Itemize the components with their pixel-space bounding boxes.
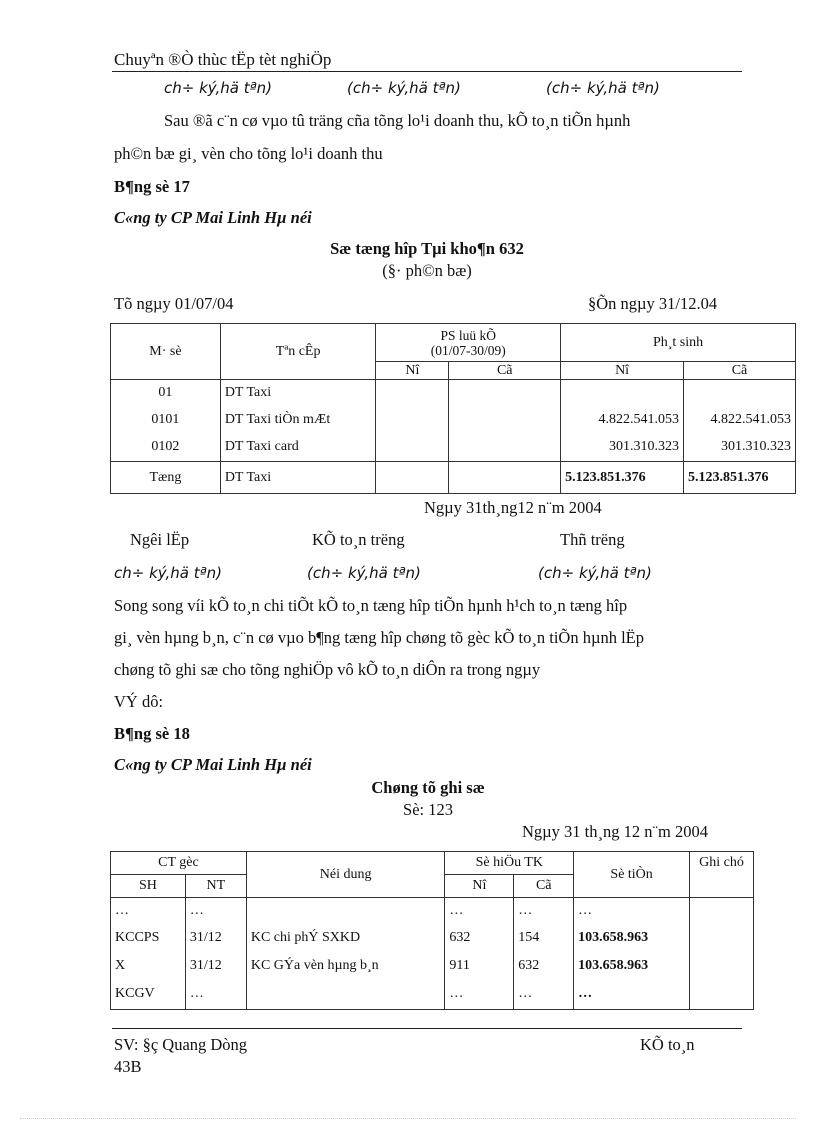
header-ct-goc: CT gèc — [111, 852, 247, 875]
table-18-company: C«ng ty CP Mai Linh Hµ néi — [114, 755, 312, 774]
cell-co: 154 — [514, 924, 574, 952]
header-luu-no: Nî — [376, 362, 449, 380]
cell-luu-co — [449, 406, 561, 434]
cell-ps-no: 301.310.323 — [561, 434, 684, 462]
cell-code: 01 — [111, 380, 221, 406]
role-preparer: Ngêi lËp — [130, 530, 190, 549]
cell-ps-no — [561, 380, 684, 406]
table-row — [111, 434, 796, 462]
table-total-row — [111, 462, 796, 494]
header-ps-luu-ke — [376, 324, 561, 362]
table-17-date-to: §Õn ngµy 31/12.04 — [588, 294, 718, 313]
cell-name: DT Taxi tiÒn mÆt — [220, 406, 376, 434]
cell-ghi-chu — [690, 980, 754, 1010]
example-label: VÝ dô: — [114, 692, 164, 711]
cell-nt: … — [185, 980, 246, 1010]
closing-signature-2: (ch÷ ký,hä tªn) — [307, 564, 421, 582]
table-17-date-from: Tõ ngµy 01/07/04 — [114, 294, 234, 313]
cell-co: 632 — [514, 952, 574, 980]
paragraph-2-line-1: Song song víi kÕ to¸n chi tiÕt kÕ to¸n tæng hîp tiÕn hµnh h¹ch to¸n tæng hîp — [114, 596, 628, 615]
header-luu-co: Cã — [449, 362, 561, 380]
table-17-caption: B¶ng sè 17 — [114, 177, 190, 196]
table-18-number: Sè: 123 — [403, 800, 453, 819]
closing-signature-1: ch÷ ký,hä tªn) — [114, 564, 223, 582]
cell-nt: 31/12 — [185, 924, 246, 952]
cell-no: … — [445, 898, 514, 924]
cell-noi-dung — [246, 898, 445, 924]
cell-noi-dung: KC chi phÝ SXKD — [246, 924, 445, 952]
cell-sh: KCGV — [111, 980, 186, 1010]
cell-co: … — [514, 898, 574, 924]
paragraph-1-line-2: ph©n bæ gi¸ vèn cho tõng lo¹i doanh thu — [114, 144, 383, 163]
ledger-table-632 — [110, 323, 796, 494]
cell-luu-no — [376, 406, 449, 434]
header-ps-luu-ke-label: PS luü kÕ — [440, 327, 497, 343]
cell-so-tien: 103.658.963 — [574, 952, 690, 980]
total-ps-co: 5.123.851.376 — [684, 462, 796, 494]
footer-dept: KÕ to¸n — [640, 1035, 695, 1054]
cell-no: 911 — [445, 952, 514, 980]
header-nt: NT — [185, 875, 246, 898]
header-so-hieu-tk: Sè hiÖu TK — [445, 852, 574, 875]
cell-ps-co: 301.310.323 — [684, 434, 796, 462]
page-bottom-dots — [20, 1118, 796, 1119]
signature-1: ch÷ ký,hä tªn) — [164, 79, 273, 97]
table-18-date: Ngµy 31 th¸ng 12 n¨m 2004 — [522, 822, 708, 841]
footer-rule — [112, 1028, 742, 1029]
cell-no: 632 — [445, 924, 514, 952]
table-row — [111, 898, 754, 924]
cell-luu-no — [376, 380, 449, 406]
cell-code: 0101 — [111, 406, 221, 434]
total-ps-no: 5.123.851.376 — [561, 462, 684, 494]
total-name: DT Taxi — [220, 462, 376, 494]
header-phat-sinh: Ph¸t sinh — [561, 324, 796, 362]
cell-luu-co — [449, 380, 561, 406]
cell-ghi-chu — [690, 924, 754, 952]
total-code: Tæng — [111, 462, 221, 494]
table-row — [111, 380, 796, 406]
cell-ghi-chu — [690, 898, 754, 924]
header-account-name: Tªn cÊp — [220, 324, 376, 380]
cell-ghi-chu — [690, 952, 754, 980]
header-ps-range: (01/07-30/09) — [430, 342, 506, 358]
cell-luu-no — [376, 434, 449, 462]
header-sh: SH — [111, 875, 186, 898]
cell-code: 0102 — [111, 434, 221, 462]
header-rule — [112, 71, 742, 72]
cell-ps-co — [684, 380, 796, 406]
signature-3: (ch÷ ký,hä tªn) — [546, 79, 660, 97]
cell-sh: KCCPS — [111, 924, 186, 952]
cell-so-tien: … — [574, 898, 690, 924]
cell-noi-dung — [246, 980, 445, 1010]
header-ps-no: Nî — [561, 362, 684, 380]
header-ghi-chu: Ghi chó — [690, 852, 754, 898]
cell-name: DT Taxi — [220, 380, 376, 406]
cell-ps-co: 4.822.541.053 — [684, 406, 796, 434]
cell-so-tien: … — [574, 980, 690, 1010]
role-director: Thñ trëng — [560, 530, 625, 549]
table-17-subtitle: (§· ph©n bæ) — [382, 261, 472, 280]
table-row — [111, 406, 796, 434]
paragraph-1-line-1: Sau ®ã c¨n cø vµo tû träng cña tõng lo¹i doanh thu, kÕ to¸n tiÕn hµnh — [164, 111, 631, 130]
cell-so-tien: 103.658.963 — [574, 924, 690, 952]
cell-nt: … — [185, 898, 246, 924]
page-header-title: Chuyªn ®Ò thùc tËp tèt nghiÖp — [114, 50, 332, 69]
table-17-title: Sæ tæng hîp Tµi kho¶n 632 — [330, 239, 524, 258]
cell-ps-no: 4.822.541.053 — [561, 406, 684, 434]
total-luu-co — [449, 462, 561, 494]
header-co: Cã — [514, 875, 574, 898]
table-17-company: C«ng ty CP Mai Linh Hµ néi — [114, 208, 312, 227]
footer-class: 43B — [114, 1057, 142, 1076]
cell-luu-co — [449, 434, 561, 462]
table-18-caption: B¶ng sè 18 — [114, 724, 190, 743]
cell-noi-dung: KC GÝa vèn hµng b¸n — [246, 952, 445, 980]
table-row — [111, 980, 754, 1010]
voucher-table — [110, 851, 754, 1010]
closing-date: Ngµy 31th¸ng12 n¨m 2004 — [424, 498, 602, 517]
header-noi-dung: Néi dung — [246, 852, 445, 898]
header-code: M· sè — [111, 324, 221, 380]
header-ps-co: Cã — [684, 362, 796, 380]
paragraph-2-line-3: chøng tõ ghi sæ cho tõng nghiÖp vô kÕ to¸n diÔn ra trong ngµy — [114, 660, 541, 679]
header-no: Nî — [445, 875, 514, 898]
cell-sh: X — [111, 952, 186, 980]
table-row — [111, 924, 754, 952]
paragraph-2-line-2: gi¸ vèn hµng b¸n, c¨n cø vµo b¶ng tæng hîp chøng tõ gèc kÕ to¸n tiÕn hµnh lËp — [114, 628, 645, 647]
cell-no: … — [445, 980, 514, 1010]
cell-sh: … — [111, 898, 186, 924]
cell-name: DT Taxi card — [220, 434, 376, 462]
table-18-title: Chøng tõ ghi sæ — [371, 778, 485, 797]
role-chief-accountant: KÕ to¸n trëng — [312, 530, 405, 549]
signature-2: (ch÷ ký,hä tªn) — [347, 79, 461, 97]
table-row — [111, 952, 754, 980]
closing-signature-3: (ch÷ ký,hä tªn) — [538, 564, 652, 582]
footer-student: SV: §ç Quang Dòng — [114, 1035, 248, 1054]
cell-co: … — [514, 980, 574, 1010]
header-so-tien: Sè tiÒn — [574, 852, 690, 898]
cell-nt: 31/12 — [185, 952, 246, 980]
total-luu-no — [376, 462, 449, 494]
